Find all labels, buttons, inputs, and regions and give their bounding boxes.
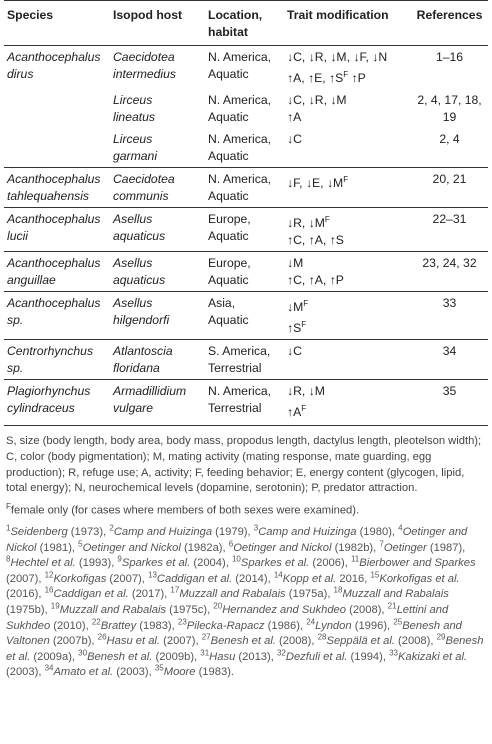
location-line: N. America, bbox=[208, 384, 271, 399]
host-line: intermedius bbox=[113, 67, 176, 81]
location-line: Europe, bbox=[208, 212, 251, 227]
reference-year: (1982a), bbox=[180, 541, 229, 554]
trait-line bbox=[287, 211, 408, 232]
reference-name: Kopp et al. bbox=[282, 572, 337, 585]
trait-text: ↑A bbox=[287, 110, 302, 125]
reference-number: 33 bbox=[389, 648, 399, 658]
reference-year: (1993), bbox=[75, 557, 118, 570]
refs-line: 34 bbox=[442, 344, 457, 359]
reference-year: (2008), bbox=[275, 635, 318, 648]
reference-name: Korkofigas bbox=[53, 572, 107, 585]
reference-year: 2016, bbox=[336, 572, 371, 585]
reference-year: (2008), bbox=[345, 603, 388, 616]
cell-references bbox=[411, 340, 488, 380]
cell-location bbox=[205, 292, 284, 340]
reference-name: Oetinger and Nickol bbox=[82, 541, 181, 554]
cell-species bbox=[4, 380, 110, 426]
cell-location bbox=[205, 46, 284, 90]
cell-location bbox=[205, 168, 284, 208]
reference-number: 7 bbox=[379, 538, 384, 548]
reference-name: Sparkes et al. bbox=[121, 557, 191, 570]
reference-year: (2016), bbox=[6, 588, 45, 601]
reference-name: Brattey bbox=[100, 619, 137, 632]
reference-number: 19 bbox=[50, 601, 60, 611]
trait-line bbox=[287, 49, 408, 66]
trait-line bbox=[287, 255, 408, 272]
table-row bbox=[4, 340, 488, 380]
reference-number: 8 bbox=[6, 554, 11, 564]
trait-line bbox=[287, 92, 408, 109]
reference-year: (1983), bbox=[136, 619, 178, 632]
host-line: Asellus bbox=[113, 212, 153, 227]
cell-trait bbox=[284, 89, 411, 128]
reference-name: Camp and Huizinga bbox=[258, 526, 357, 539]
location-line: Aquatic bbox=[208, 149, 249, 164]
reference-number: 6 bbox=[228, 538, 234, 548]
species-line: cylindraceus bbox=[7, 401, 75, 416]
trait-text: ↓C, ↓R, ↓M bbox=[287, 93, 347, 108]
refs-line: 33 bbox=[442, 296, 457, 311]
reference-name: Muzzall and Rabalais bbox=[179, 588, 286, 601]
location-line: Aquatic bbox=[208, 229, 249, 244]
cell-host bbox=[110, 89, 205, 128]
reference-number: 12 bbox=[44, 570, 54, 580]
trait-text: ↑C, ↑A, ↑S bbox=[287, 233, 344, 248]
trait-line bbox=[287, 171, 408, 192]
reference-number: 34 bbox=[44, 663, 54, 673]
reference-year: (2007), bbox=[6, 572, 45, 585]
reference-name: Pilecka-Rapacz bbox=[186, 619, 265, 632]
reference-number: 26 bbox=[97, 632, 107, 642]
reference-name: Benesh et al. bbox=[210, 635, 276, 648]
reference-year: (1996), bbox=[351, 619, 394, 632]
cell-location bbox=[205, 380, 284, 426]
species-line: sp. bbox=[7, 361, 24, 376]
location-line: N. America, bbox=[208, 50, 271, 64]
reference-name: Lettini and Sukhdeo bbox=[6, 603, 449, 632]
reference-name: Hernandez and Sukhdeo bbox=[222, 603, 346, 616]
cell-references bbox=[411, 208, 488, 252]
cell-location bbox=[205, 128, 284, 168]
cell-trait bbox=[284, 292, 411, 340]
reference-name: Benesh et al. bbox=[6, 635, 484, 663]
reference-number: 17 bbox=[170, 585, 180, 595]
location-line: S. America, bbox=[208, 344, 271, 359]
refs-line: 19 bbox=[442, 110, 457, 125]
cell-host bbox=[110, 252, 205, 292]
location-line: N. America, bbox=[208, 93, 271, 108]
reference-year: (2010), bbox=[50, 619, 92, 632]
trait-text: ↓M bbox=[287, 300, 304, 315]
reference-number: 27 bbox=[201, 632, 211, 642]
reference-number: 28 bbox=[317, 632, 327, 642]
trait-line bbox=[287, 66, 408, 87]
table-row bbox=[4, 128, 488, 168]
legend-note: S, size (body length, body area, body mass, propodus length, dactylus length, pleotelson width); C, color (body pigmentation); M, mating activity (mating response, mate guarding, egg production); R, refuge use; A, activity; F, feeding behavior; E, energy content (glycogen, lipid, total energy); N, neurochemical levels (dopamine, serotonin); P, predator attraction. bbox=[6, 435, 482, 495]
reference-name: Korkofigas et al. bbox=[379, 572, 460, 585]
reference-number: 3 bbox=[253, 523, 259, 533]
reference-list bbox=[6, 525, 486, 681]
host-line: Asellus bbox=[113, 296, 153, 311]
cell-host bbox=[110, 46, 205, 90]
reference-year: (1975a), bbox=[285, 588, 334, 601]
reference-name: Sparkes et al. bbox=[240, 557, 310, 570]
reference-number: 5 bbox=[78, 538, 83, 548]
reference-year: (1983). bbox=[195, 666, 235, 679]
species-line: lucii bbox=[7, 229, 28, 244]
reference-number: 13 bbox=[148, 570, 157, 580]
reference-name: Oetinger and Nickol bbox=[233, 541, 332, 554]
host-line: Caecidotea bbox=[113, 172, 175, 187]
reference-year: (2007), bbox=[160, 635, 202, 648]
reference-number: 1 bbox=[6, 523, 11, 533]
reference-name: Seppälä et al. bbox=[326, 635, 395, 648]
female-sup: F bbox=[303, 299, 309, 309]
cell-species bbox=[4, 168, 110, 208]
reference-number: 32 bbox=[276, 648, 286, 658]
female-sup: F bbox=[301, 404, 307, 414]
reference-year: (1980), bbox=[356, 526, 399, 539]
table-notes bbox=[4, 426, 488, 681]
reference-year: (2009b), bbox=[152, 650, 201, 663]
cell-species bbox=[4, 208, 110, 252]
trait-table bbox=[4, 0, 488, 426]
species-line: anguillae bbox=[7, 273, 56, 288]
host-line: vulgare bbox=[113, 401, 153, 416]
trait-text: ↓R, ↓M bbox=[287, 384, 325, 399]
cell-host bbox=[110, 380, 205, 426]
cell-species bbox=[4, 292, 110, 340]
location-line: Aquatic bbox=[208, 189, 249, 204]
host-line: Asellus bbox=[113, 256, 153, 271]
reference-year: (2017), bbox=[128, 588, 171, 601]
reference-year: (2006), bbox=[309, 557, 351, 570]
cell-species bbox=[4, 252, 110, 292]
location-line: Terrestrial bbox=[208, 361, 262, 376]
reference-year: (1975c), bbox=[166, 603, 214, 616]
cell-host bbox=[110, 208, 205, 252]
refs-line: 22–31 bbox=[432, 212, 467, 227]
reference-year: (1981), bbox=[36, 541, 79, 554]
refs-line: 35 bbox=[442, 384, 457, 399]
reference-name: Caddigan et al. bbox=[53, 588, 129, 601]
location-line: Europe, bbox=[208, 256, 251, 271]
species-line: Acanthocephalus bbox=[7, 256, 101, 271]
reference-name: Caddigan et al. bbox=[156, 572, 233, 585]
reference-year: (2008), bbox=[394, 635, 437, 648]
reference-year: (2007b), bbox=[49, 635, 98, 648]
reference-name: Camp and Huizinga bbox=[113, 526, 213, 539]
trait-text: ↓M bbox=[287, 256, 304, 271]
trait-text: ↑C, ↑A, ↑P bbox=[287, 273, 344, 288]
reference-number: 10 bbox=[231, 554, 241, 564]
cell-host bbox=[110, 340, 205, 380]
trait-text: ↑A, ↑E, ↑S bbox=[287, 71, 344, 86]
location-line: Terrestrial bbox=[208, 401, 262, 416]
species-line: Acanthocephalus bbox=[7, 172, 101, 187]
refs-line: 2, 4 bbox=[439, 132, 460, 147]
reference-name: Moore bbox=[163, 666, 196, 679]
table-row bbox=[4, 46, 488, 90]
table-body bbox=[4, 46, 488, 426]
host-line: Lirceus bbox=[113, 132, 153, 147]
table-row bbox=[4, 292, 488, 340]
reference-number: 30 bbox=[78, 648, 88, 658]
location-line: Aquatic bbox=[208, 67, 249, 81]
reference-number: 23 bbox=[177, 616, 187, 626]
reference-name: Muzzall and Rabalais bbox=[342, 588, 449, 601]
reference-number: 29 bbox=[436, 632, 446, 642]
location-line: Aquatic bbox=[208, 273, 249, 288]
reference-number: 18 bbox=[333, 585, 343, 595]
female-sup: F bbox=[301, 320, 307, 330]
reference-number: 22 bbox=[91, 616, 101, 626]
reference-number: 25 bbox=[393, 616, 403, 626]
reference-year: (1986), bbox=[264, 619, 307, 632]
host-line: garmani bbox=[113, 149, 158, 164]
cell-trait bbox=[284, 380, 411, 426]
reference-number: 24 bbox=[306, 616, 316, 626]
species-line: tahlequahensis bbox=[7, 189, 89, 204]
table-header bbox=[4, 1, 488, 46]
header-location: Location, habitat bbox=[208, 8, 263, 39]
header-references: References bbox=[416, 8, 483, 22]
species-line: dirus bbox=[7, 67, 34, 81]
cell-trait bbox=[284, 168, 411, 208]
reference-number: 20 bbox=[213, 601, 223, 611]
trait-text: ↓C bbox=[287, 132, 302, 147]
reference-name: Muzzall and Rabalais bbox=[59, 603, 167, 616]
cell-location bbox=[205, 340, 284, 380]
refs-line: 23, 24, 32 bbox=[422, 256, 477, 271]
trait-line bbox=[287, 343, 408, 360]
header-trait: Trait modification bbox=[287, 8, 389, 22]
reference-number: 35 bbox=[154, 663, 164, 673]
refs-line: 2, 4, 17, 18, bbox=[417, 93, 482, 108]
reference-number: 15 bbox=[370, 570, 380, 580]
cell-host bbox=[110, 128, 205, 168]
reference-name: Lyndon bbox=[315, 619, 352, 632]
reference-year: (1982b), bbox=[331, 541, 380, 554]
reference-name: Hasu et al. bbox=[106, 635, 161, 648]
cell-references bbox=[411, 168, 488, 208]
reference-number: 4 bbox=[398, 523, 403, 533]
female-note bbox=[6, 499, 486, 519]
table-row bbox=[4, 380, 488, 426]
species-line: Acanthocephalus bbox=[7, 212, 101, 227]
location-line: N. America, bbox=[208, 132, 271, 147]
species-line: Acanthocephalus bbox=[7, 50, 101, 64]
trait-line bbox=[287, 232, 408, 249]
trait-line bbox=[287, 316, 408, 337]
cell-references bbox=[411, 128, 488, 168]
cell-species bbox=[4, 128, 110, 168]
header-host: Isopod host bbox=[113, 8, 183, 22]
trait-line bbox=[287, 109, 408, 126]
trait-text: ↓R, ↓M bbox=[287, 216, 325, 231]
location-line: N. America, bbox=[208, 172, 271, 187]
table-row bbox=[4, 252, 488, 292]
cell-trait bbox=[284, 252, 411, 292]
reference-year: (2003), bbox=[6, 666, 45, 679]
reference-year: (2003), bbox=[113, 666, 155, 679]
reference-year: (2004), bbox=[190, 557, 232, 570]
host-line: hilgendorfi bbox=[113, 313, 170, 328]
refs-line: 20, 21 bbox=[432, 172, 467, 187]
host-line: Caecidotea bbox=[113, 50, 175, 64]
female-mark: F bbox=[6, 501, 11, 511]
host-line: Armadillidium bbox=[113, 384, 187, 399]
cell-species bbox=[4, 89, 110, 128]
location-line: Aquatic bbox=[208, 313, 249, 328]
host-line: Atlantoscia bbox=[113, 344, 173, 359]
reference-name: Hechtel et al. bbox=[10, 557, 76, 570]
cell-references bbox=[411, 252, 488, 292]
reference-number: 14 bbox=[273, 570, 283, 580]
species-line: Acanthocephalus bbox=[7, 296, 101, 311]
cell-trait bbox=[284, 46, 411, 90]
location-line: Asia, bbox=[208, 296, 236, 311]
species-line: Plagiorhynchus bbox=[7, 384, 91, 399]
reference-number: 9 bbox=[117, 554, 122, 564]
cell-trait bbox=[284, 128, 411, 168]
trait-line bbox=[287, 131, 408, 148]
female-sup: F bbox=[343, 70, 349, 79]
reference-name: Oetinger and Nickol bbox=[6, 526, 468, 554]
refs-line: 1–16 bbox=[435, 50, 464, 64]
cell-species bbox=[4, 46, 110, 90]
reference-year: (1973), bbox=[67, 526, 110, 539]
table-row bbox=[4, 208, 488, 252]
header-species: Species bbox=[7, 8, 54, 22]
reference-name: Bierbower and Sparkes bbox=[359, 557, 476, 570]
reference-name: Hasu bbox=[209, 650, 236, 663]
reference-name: Amato et al. bbox=[53, 666, 114, 679]
trait-text: ↓C, ↓R, ↓M, ↓F, ↓N bbox=[287, 50, 388, 64]
trait-line bbox=[287, 295, 408, 316]
host-line: communis bbox=[113, 189, 169, 204]
cell-host bbox=[110, 292, 205, 340]
cell-references bbox=[411, 46, 488, 90]
reference-year: (2009a), bbox=[30, 650, 79, 663]
cell-host bbox=[110, 168, 205, 208]
reference-number: 11 bbox=[350, 554, 360, 564]
cell-trait bbox=[284, 208, 411, 252]
reference-number: 31 bbox=[200, 648, 210, 658]
reference-year: (2013), bbox=[235, 650, 277, 663]
cell-location bbox=[205, 208, 284, 252]
table-row bbox=[4, 168, 488, 208]
cell-references bbox=[411, 380, 488, 426]
reference-number: 21 bbox=[387, 601, 397, 611]
reference-number: 16 bbox=[44, 585, 54, 595]
trait-line bbox=[287, 400, 408, 421]
host-line: lineatus bbox=[113, 110, 156, 125]
reference-name: Oetinger bbox=[383, 541, 427, 554]
reference-name: Seidenberg bbox=[10, 526, 68, 539]
trait-text: ↑S bbox=[287, 321, 302, 336]
cell-location bbox=[205, 252, 284, 292]
location-line: Aquatic bbox=[208, 110, 249, 125]
reference-year: (1994), bbox=[347, 650, 390, 663]
cell-references bbox=[411, 292, 488, 340]
host-line: Lirceus bbox=[113, 93, 153, 108]
reference-name: Benesh and Valtonen bbox=[6, 619, 462, 648]
cell-references bbox=[411, 89, 488, 128]
trait-text: ↓F, ↓E, ↓M bbox=[287, 176, 344, 191]
reference-year: (2007), bbox=[106, 572, 148, 585]
reference-number: 2 bbox=[109, 523, 114, 533]
female-sup: F bbox=[343, 175, 349, 185]
trait-text: ↑A bbox=[287, 405, 302, 420]
reference-year: (2014), bbox=[232, 572, 274, 585]
reference-year: (1987), bbox=[426, 541, 466, 554]
species-line: sp. bbox=[7, 313, 24, 328]
female-sup: F bbox=[324, 215, 330, 225]
female-note-text: female only (for cases where members of both sexes were examined). bbox=[10, 504, 360, 517]
reference-name: Dezfuli et al. bbox=[285, 650, 348, 663]
reference-year: (1979), bbox=[212, 526, 254, 539]
reference-year: (1975b), bbox=[6, 603, 51, 616]
cell-location bbox=[205, 89, 284, 128]
cell-trait bbox=[284, 340, 411, 380]
trait-line bbox=[287, 272, 408, 289]
trait-text: ↑P bbox=[348, 71, 366, 86]
cell-species bbox=[4, 340, 110, 380]
trait-text: ↓C bbox=[287, 344, 302, 359]
trait-line bbox=[287, 383, 408, 400]
host-line: aquaticus bbox=[113, 229, 166, 244]
table-row bbox=[4, 89, 488, 128]
reference-name: Benesh et al. bbox=[87, 650, 153, 663]
reference-name: Kakizaki et al. bbox=[398, 650, 468, 663]
host-line: aquaticus bbox=[113, 273, 166, 288]
species-line: Centrorhynchus bbox=[7, 344, 94, 359]
host-line: floridana bbox=[113, 361, 160, 376]
